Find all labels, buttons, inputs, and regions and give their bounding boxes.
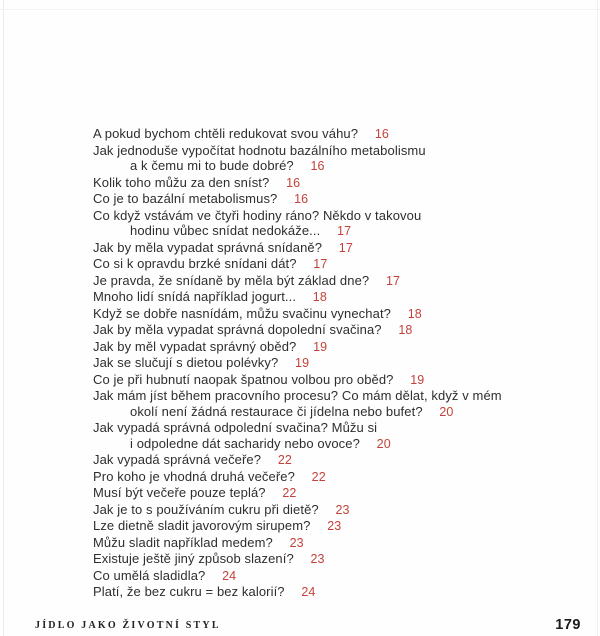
toc-entry-page-number: 17 bbox=[338, 240, 353, 255]
toc-entry bbox=[93, 256, 563, 273]
toc-entry bbox=[93, 306, 563, 323]
toc-entry-page-number: 16 bbox=[294, 192, 309, 206]
toc-entry-page-number: 17 bbox=[385, 273, 401, 288]
toc-entry-text: Pro koho je vhodná druhá večeře? bbox=[93, 468, 295, 484]
toc-entry bbox=[93, 584, 563, 601]
toc-entry bbox=[93, 158, 563, 175]
toc-entry-text: Můžu sladit například medem? bbox=[93, 534, 273, 550]
page-edge-left bbox=[3, 0, 4, 636]
toc-entry bbox=[93, 372, 563, 389]
toc-entry bbox=[93, 535, 563, 552]
toc-entry-text: Co si k opravdu brzké snídani dát? bbox=[93, 256, 297, 271]
toc-entry-text: Jak by měla vypadat správná dopolední svačina? bbox=[93, 322, 382, 337]
toc-entry-text: hodinu vůbec snídat nedokáže... bbox=[130, 223, 321, 238]
toc-entry-page-number: 24 bbox=[222, 568, 237, 583]
toc-entry-page-number: 18 bbox=[312, 290, 327, 304]
page-edge-right bbox=[597, 0, 598, 636]
toc-entry-text: Jak mám jíst během pracovního procesu? Co mám dělat, když v mém bbox=[93, 388, 502, 403]
toc-entry-text: Existuje ještě jiný způsob slazení? bbox=[93, 551, 294, 566]
toc-entry-text: Co umělá sladidla? bbox=[93, 567, 206, 583]
toc-entry-page-number: 23 bbox=[289, 535, 304, 550]
toc-entry bbox=[93, 208, 563, 224]
toc-entry bbox=[93, 388, 563, 404]
toc-entry bbox=[93, 502, 563, 519]
toc-entry bbox=[93, 568, 563, 585]
toc-entry-page-number: 22 bbox=[282, 486, 297, 500]
toc-entry-page-number: 19 bbox=[313, 339, 328, 354]
toc-entry-page-number: 20 bbox=[376, 436, 391, 451]
toc-entry-page-number: 17 bbox=[337, 224, 352, 238]
toc-entry bbox=[93, 452, 563, 469]
toc-entry-page-number: 16 bbox=[374, 127, 389, 141]
toc-entry-page-number: 16 bbox=[286, 175, 301, 190]
toc-entry bbox=[93, 339, 563, 356]
toc-entry-text: Je pravda, že snídaně by měla být základ dne? bbox=[93, 272, 370, 288]
toc-entry-text: Jak by měla vypadat správná snídaně? bbox=[93, 239, 323, 255]
toc-entry bbox=[93, 485, 563, 502]
toc-entry-page-number: 20 bbox=[439, 404, 454, 419]
toc-entry-page-number: 17 bbox=[313, 257, 328, 271]
toc-entry-text: Co když vstávám ve čtyři hodiny ráno? Někdo v takovou bbox=[93, 207, 422, 223]
toc-entry-text: Co je to bazální metabolismus? bbox=[93, 191, 278, 206]
toc-entry bbox=[93, 223, 563, 240]
toc-entry bbox=[93, 355, 563, 372]
toc-entry bbox=[93, 126, 563, 143]
toc-entry-text: a k čemu mi to bude dobré? bbox=[130, 158, 294, 173]
toc-entry-page-number: 22 bbox=[277, 453, 292, 467]
toc-entry-page-number: 23 bbox=[310, 552, 325, 566]
toc-entry-text: Jak by měl vypadat správný oběd? bbox=[93, 338, 297, 354]
toc-entry bbox=[93, 240, 563, 257]
toc-entry bbox=[93, 469, 563, 486]
toc-entry bbox=[93, 175, 563, 192]
toc-entry-text: Jak vypadá správná večeře? bbox=[93, 452, 262, 467]
toc-entry-text: Jak vypadá správná odpolední svačina? Můžu si bbox=[93, 420, 378, 435]
toc-entry-page-number: 24 bbox=[301, 585, 316, 599]
toc-entry-page-number: 23 bbox=[335, 502, 350, 517]
toc-entry-text: i odpoledne dát sacharidy nebo ovoce? bbox=[130, 435, 360, 451]
toc-entry-page-number: 18 bbox=[407, 306, 422, 321]
toc-entry-page-number: 16 bbox=[310, 159, 325, 173]
toc-entry-text: Lze dietně sladit javorovým sirupem? bbox=[93, 518, 311, 533]
toc-entry-text: Jak je to s používáním cukru při dietě? bbox=[93, 501, 319, 517]
toc-entry bbox=[93, 322, 563, 339]
toc-entry-page-number: 19 bbox=[295, 356, 310, 370]
toc-entry-text: Když se dobře nasnídám, můžu svačinu vynechat? bbox=[93, 305, 391, 321]
toc-entry-text: A pokud bychom chtěli redukovat svou váhu? bbox=[93, 126, 359, 141]
toc-entry bbox=[93, 273, 563, 290]
toc-entry-text: Co je při hubnutí naopak špatnou volbou pro oběd? bbox=[93, 371, 394, 387]
toc-entry bbox=[93, 289, 563, 306]
toc-list bbox=[93, 126, 563, 601]
toc-entry-text: Musí být večeře pouze teplá? bbox=[93, 485, 266, 500]
toc-entry-page-number: 18 bbox=[398, 323, 413, 337]
toc-entry-page-number: 19 bbox=[410, 372, 425, 387]
toc-entry-text: Kolik toho můžu za den sníst? bbox=[93, 174, 270, 190]
footer-book-title: JÍDLO JAKO ŽIVOTNÍ STYL bbox=[35, 620, 221, 631]
toc-entry bbox=[93, 420, 563, 436]
toc-entry-page-number: 23 bbox=[327, 519, 342, 533]
toc-entry bbox=[93, 551, 563, 568]
toc-entry bbox=[93, 143, 563, 159]
footer-page-number: 179 bbox=[555, 617, 581, 633]
toc-entry bbox=[93, 436, 563, 453]
toc-entry-text: Mnoho lidí snídá například jogurt... bbox=[93, 289, 297, 304]
page-edge-top bbox=[0, 9, 600, 10]
toc-entry-text: Jak jednoduše vypočítat hodnotu bazálního metabolismu bbox=[93, 142, 426, 158]
toc-entry-page-number: 22 bbox=[311, 469, 326, 484]
toc-entry bbox=[93, 404, 563, 421]
toc-entry bbox=[93, 191, 563, 208]
toc-entry bbox=[93, 518, 563, 535]
toc-entry-text: Jak se slučují s dietou polévky? bbox=[93, 355, 279, 370]
toc-entry-text: Platí, že bez cukru = bez kalorií? bbox=[93, 584, 285, 599]
toc-entry-text: okolí není žádná restaurace či jídelna nebo bufet? bbox=[130, 403, 423, 419]
